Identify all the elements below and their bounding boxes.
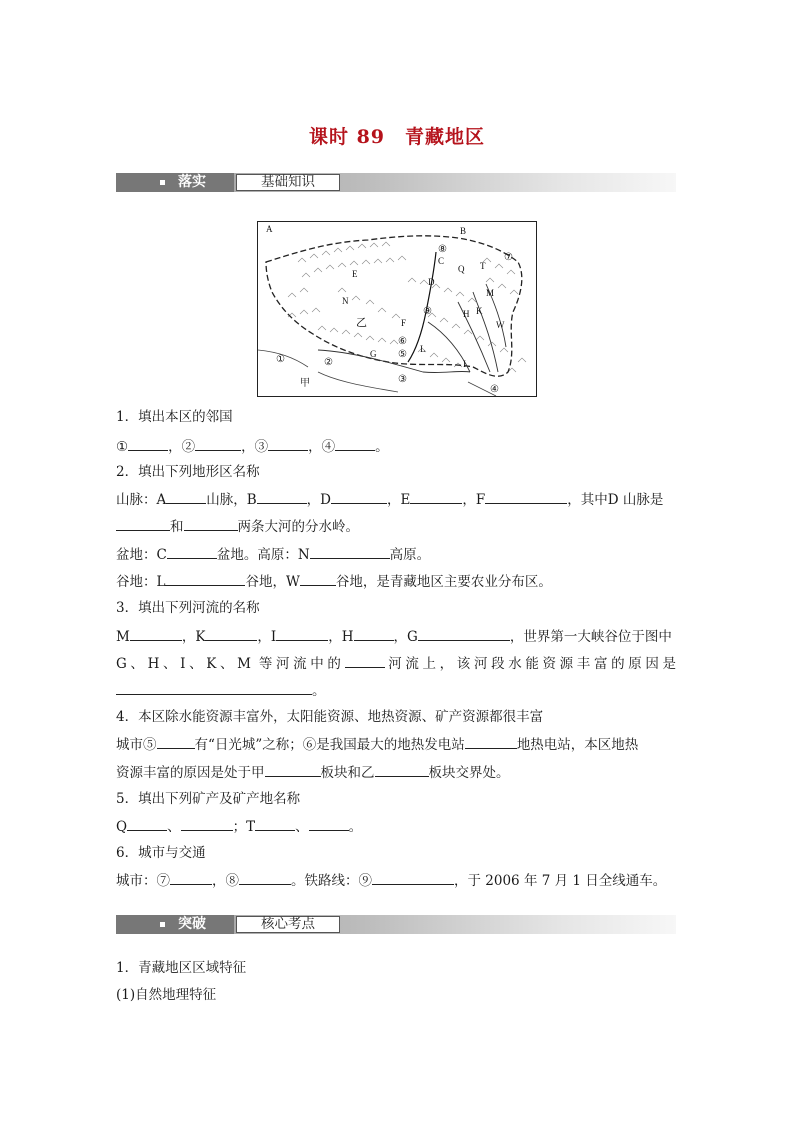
map-label-T: T xyxy=(480,261,486,271)
q5-heading: 5．填出下列矿产及矿产地名称 xyxy=(116,791,301,807)
mountain-pattern xyxy=(288,242,526,372)
blank-field[interactable] xyxy=(375,762,429,777)
blank-field[interactable] xyxy=(485,489,567,504)
blank-field[interactable] xyxy=(418,626,510,641)
blank-field[interactable] xyxy=(128,436,168,451)
q3-line2: G、H、I、K、M 等河流中的 河流上，该河段水能资源丰富的原因是 xyxy=(116,653,676,674)
blank-field[interactable] xyxy=(167,544,217,559)
map-label-C: C xyxy=(438,256,445,266)
map-labels xyxy=(266,224,513,395)
map-label-c1: ① xyxy=(276,354,285,365)
blank-field[interactable] xyxy=(116,680,312,695)
blank-field[interactable] xyxy=(184,516,238,531)
map-label-L: L xyxy=(420,344,426,354)
map-label-c8: ⑧ xyxy=(438,244,447,255)
map-label-N: N xyxy=(342,296,349,306)
map-label-W: W xyxy=(496,320,505,330)
map-label-K: K xyxy=(476,306,483,316)
blank-field[interactable] xyxy=(195,436,241,451)
map-label-M: M xyxy=(486,288,495,298)
blank-field[interactable] xyxy=(205,626,257,641)
q3-line3: 。 xyxy=(116,680,326,701)
q4-line1: 城市⑤ 有“日光城”之称；⑥是我国最大的地热发电站 地热电站，本区地热 xyxy=(116,734,638,755)
q3-heading: 3．填出下列河流的名称 xyxy=(116,600,260,616)
map-drawing xyxy=(258,222,536,396)
blank-field[interactable] xyxy=(465,734,517,749)
q2-line4: 谷地：L 谷地，W 谷地，是青藏地区主要农业分布区。 xyxy=(116,571,552,592)
blank-field[interactable] xyxy=(255,816,295,831)
blank-field[interactable] xyxy=(170,870,212,885)
q4-heading: 4．本区除水能资源丰富外，太阳能资源、地热资源、矿产资源都很丰富 xyxy=(116,709,544,725)
q3-line1: M ，K ，I ，H ，G ，世界第一大峡谷位于图中 xyxy=(116,626,672,647)
blank-field[interactable] xyxy=(130,626,182,641)
section-header-basic-knowledge xyxy=(116,173,676,192)
map-label-c9: ⑨ xyxy=(423,306,432,317)
blank-field[interactable] xyxy=(265,762,321,777)
square-bullet-icon xyxy=(160,180,165,185)
map-label-c3: ③ xyxy=(398,374,407,385)
section-header-core-points xyxy=(116,915,676,934)
blank-field[interactable] xyxy=(257,489,307,504)
blank-field[interactable] xyxy=(268,436,308,451)
country-border xyxy=(258,350,496,396)
q5-line1: Q 、 ；T 、 。 xyxy=(116,816,362,837)
k1-subheading: (1)自然地理特征 xyxy=(116,987,217,1003)
blank-field[interactable] xyxy=(335,436,375,451)
k1-heading: 1．青藏地区区域特征 xyxy=(116,960,247,976)
blank-field[interactable] xyxy=(331,489,387,504)
blank-field[interactable] xyxy=(116,516,170,531)
blank-field[interactable] xyxy=(127,816,167,831)
blank-field[interactable] xyxy=(165,571,245,586)
q1-heading: 1．填出本区的邻国 xyxy=(116,409,233,425)
q4-line2: 资源丰富的原因是处于甲 板块和乙 板块交界处。 xyxy=(116,762,510,783)
blank-field[interactable] xyxy=(157,734,195,749)
map-label-c5: ⑤ xyxy=(398,349,407,360)
blank-field[interactable] xyxy=(239,870,291,885)
map-label-jia: 甲 xyxy=(300,378,310,389)
square-bullet-icon xyxy=(160,922,165,927)
q1-answer-line: ① ，② ，③ ，④ 。 xyxy=(116,436,389,457)
blank-field[interactable] xyxy=(410,489,462,504)
section-tag: 突破 xyxy=(178,916,206,932)
map-label-I: I xyxy=(463,359,466,369)
map-label-c2: ② xyxy=(324,357,333,368)
map-label-A: A xyxy=(266,224,273,234)
map-label-E: E xyxy=(352,269,358,279)
map-label-G: G xyxy=(370,349,377,359)
map-label-D: D xyxy=(428,277,435,287)
blank-field[interactable] xyxy=(276,626,328,641)
map-label-H: H xyxy=(463,309,470,319)
section-tag: 落实 xyxy=(178,174,206,190)
blank-field[interactable] xyxy=(309,816,349,831)
blank-field[interactable] xyxy=(300,571,336,586)
map-label-c6: ⑥ xyxy=(398,336,407,347)
map-label-B: B xyxy=(460,226,467,236)
q2-line1: 山脉：A 山脉，B ，D ，E ，F ，其中D 山脉是 xyxy=(116,489,663,510)
map-label-F: F xyxy=(401,318,407,328)
q6-line1: 城市：⑦ ，⑧ 。铁路线：⑨ ，于 2006 年 7 月 1 日全线通车。 xyxy=(116,870,666,891)
blank-field[interactable] xyxy=(166,489,206,504)
map-label-c4: ④ xyxy=(490,384,499,395)
blank-field[interactable] xyxy=(345,653,385,668)
q6-heading: 6．城市与交通 xyxy=(116,845,206,861)
map-label-Q: Q xyxy=(458,264,465,274)
page-title: 课时 89 青藏地区 xyxy=(308,126,486,148)
q2-line3: 盆地：C 盆地。高原：N 高原。 xyxy=(116,544,430,565)
q2-heading: 2．填出下列地形区名称 xyxy=(116,464,260,480)
qinghai-tibet-map xyxy=(257,221,537,397)
section-label: 核心考点 xyxy=(261,916,315,932)
q2-line2: 和 两条大河的分水岭。 xyxy=(116,516,359,537)
section-bar-dark xyxy=(116,173,234,192)
section-bar-dark xyxy=(116,915,234,934)
map-label-c7: ⑦ xyxy=(504,252,513,263)
blank-field[interactable] xyxy=(310,544,390,559)
section-label: 基础知识 xyxy=(261,174,315,190)
blank-field[interactable] xyxy=(372,870,454,885)
map-label-yi: 乙 xyxy=(356,317,367,329)
blank-field[interactable] xyxy=(354,626,394,641)
blank-field[interactable] xyxy=(181,816,233,831)
